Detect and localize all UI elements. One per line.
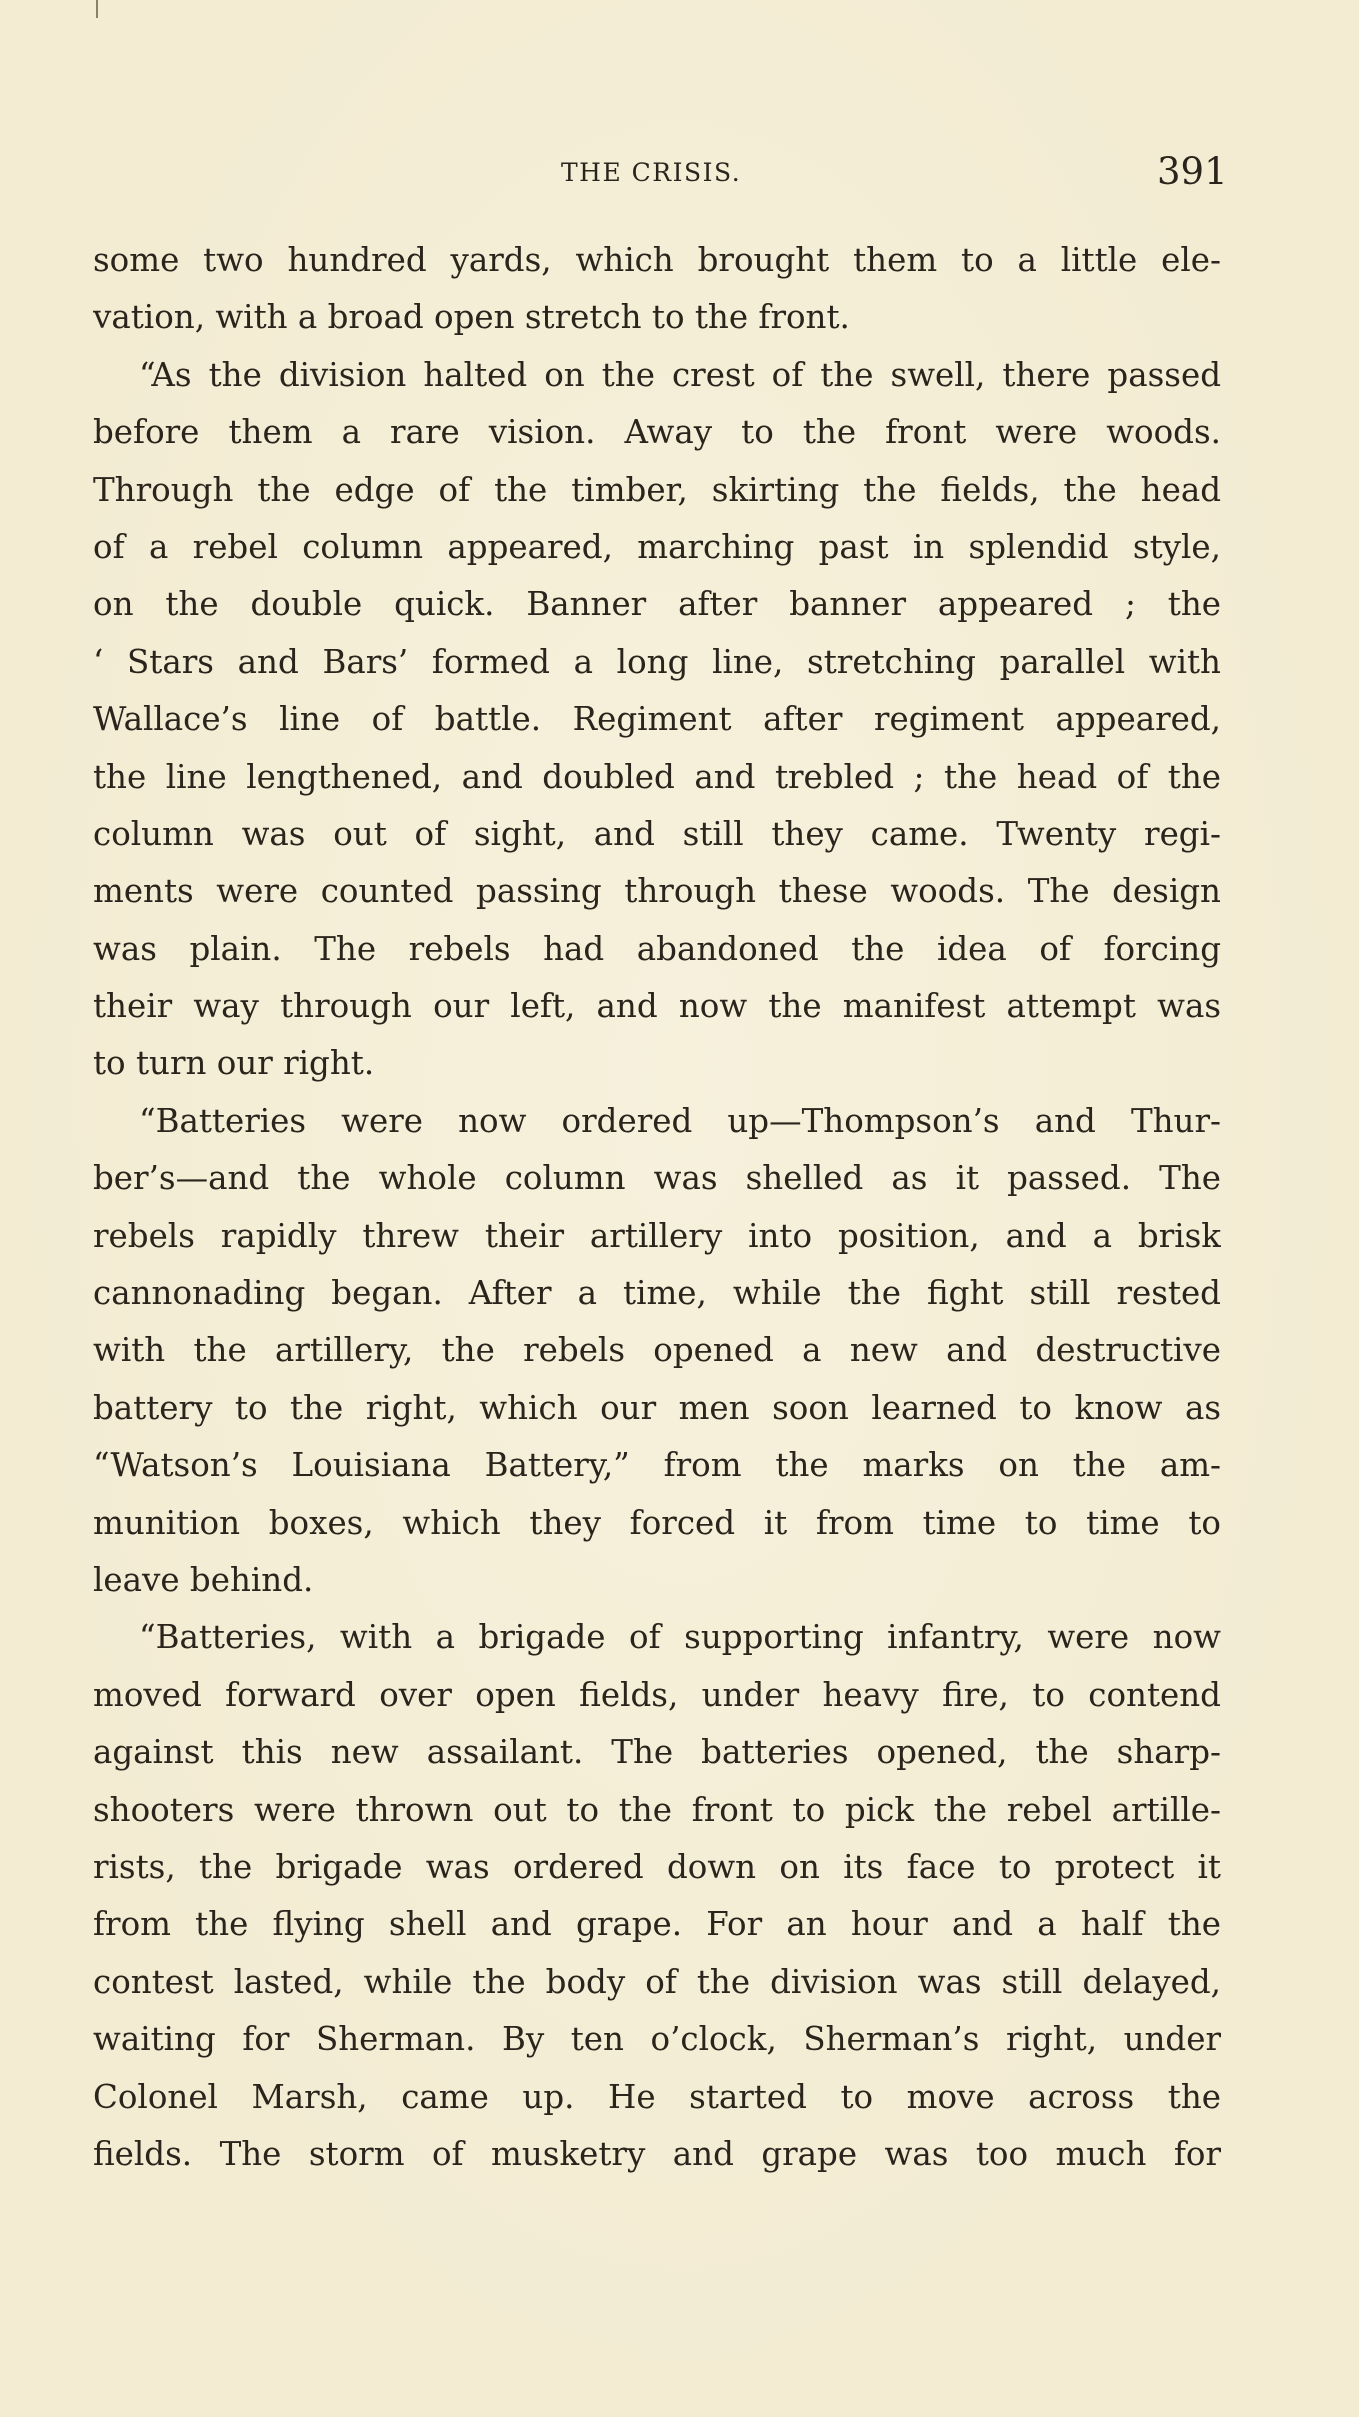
text-line: Through the edge of the timber, skirting the fields, the head xyxy=(93,470,1221,509)
text-line: rists, the brigade was ordered down on its face to protect it xyxy=(93,1847,1221,1886)
text-line: from the flying shell and grape. For an hour and a half the xyxy=(93,1905,1221,1944)
text-line: “Batteries, with a brigade of supporting infantry, were now xyxy=(139,1618,1221,1657)
text-line: with the artillery, the rebels opened a new and destructive xyxy=(93,1331,1221,1370)
text-line: Wallace’s line of battle. Regiment after regiment appeared, xyxy=(93,700,1221,739)
text-line: to turn our right. xyxy=(93,1044,375,1083)
text-line: column was out of sight, and still they came. Twenty regi- xyxy=(93,814,1221,853)
text-line: contest lasted, while the body of the division was still delayed, xyxy=(93,1962,1221,2001)
text-line: ‘ Stars and Bars’ formed a long line, stretching parallel with xyxy=(93,642,1221,681)
text-line: Colonel Marsh, came up. He started to move across the xyxy=(93,2077,1221,2116)
text-line: against this new assailant. The batteries opened, the sharp- xyxy=(93,1733,1221,1772)
text-line: rebels rapidly threw their artillery into position, and a brisk xyxy=(93,1216,1221,1255)
text-line: “As the division halted on the crest of the swell, there passed xyxy=(139,355,1221,394)
text-line: “Batteries were now ordered up—Thompson’s and Thur- xyxy=(139,1101,1221,1140)
page-number: 391 xyxy=(1157,150,1228,193)
text-line: before them a rare vision. Away to the front were woods. xyxy=(93,413,1221,452)
text-line: on the double quick. Banner after banner appeared ; the xyxy=(93,585,1221,624)
text-line: leave behind. xyxy=(93,1560,314,1599)
running-head-title: THE CRISIS. xyxy=(561,158,742,187)
text-line: vation, with a broad open stretch to the front. xyxy=(93,298,850,337)
text-line: cannonading began. After a time, while the fight still rested xyxy=(93,1274,1221,1313)
text-line: ber’s—and the whole column was shelled as it passed. The xyxy=(93,1159,1221,1198)
text-line: was plain. The rebels had abandoned the idea of forcing xyxy=(93,929,1221,968)
body-text xyxy=(93,232,1221,2183)
text-line: of a rebel column appeared, marching past in splendid style, xyxy=(93,527,1221,566)
text-line: “Watson’s Louisiana Battery,” from the marks on the am- xyxy=(93,1446,1221,1485)
text-line: some two hundred yards, which brought them to a little ele- xyxy=(93,241,1221,279)
text-line: shooters were thrown out to the front to pick the rebel artille- xyxy=(93,1790,1221,1829)
text-line: waiting for Sherman. By ten o’clock, Sherman’s right, under xyxy=(93,2020,1221,2059)
text-line: munition boxes, which they forced it from time to time to xyxy=(93,1503,1221,1542)
text-line: their way through our left, and now the manifest attempt was xyxy=(93,987,1221,1026)
text-line: moved forward over open fields, under heavy fire, to contend xyxy=(93,1675,1221,1714)
page-edge-mark xyxy=(96,0,98,18)
running-head xyxy=(0,150,1359,210)
text-line: the line lengthened, and doubled and trebled ; the head of the xyxy=(93,757,1221,796)
text-line: fields. The storm of musketry and grape was too much for xyxy=(93,2134,1221,2173)
text-line: battery to the right, which our men soon learned to know as xyxy=(93,1388,1221,1427)
text-line: ments were counted passing through these woods. The design xyxy=(93,872,1221,911)
